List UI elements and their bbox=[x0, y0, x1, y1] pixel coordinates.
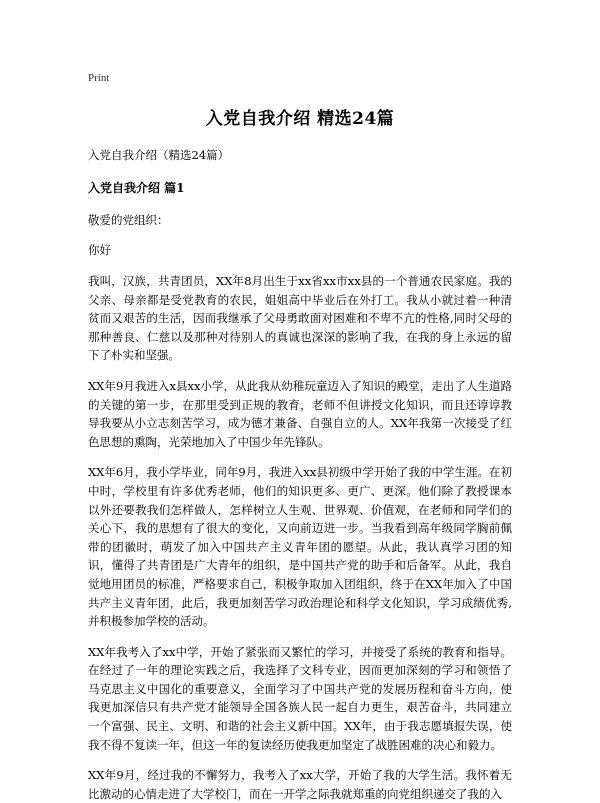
paragraph-3: XX年6月，我小学毕业，同年9月，我进入xx县初级中学开始了我的中学生涯。在初中时，学校里有许多优秀老师，他们的知识更多、更广、更深。他们除了教授课本以外还要教我们怎样做人，怎样树立人生观、世界观、价值观，在老师和同学们的关心下，我的思想有了很大的变化，又向前迈进一步。当我看到高年级同学胸前佩带的团徽时，萌发了加入中国共产主义青年团的愿望。从此，我认真学习团的知识，懂得了共青团是广大青年的组织，是中国共产党的助手和后备军。从此，我自觉地用团员的标准，严格要求自己，积极争取加入团组织，终于在XX年加入了中国共产主义青年团，此后，我更加刻苦学习政治理论和科学文化知识，学习成绩优秀,并积极参加学校的活动。 bbox=[88, 465, 512, 629]
paragraph-5: XX年9月，经过我的不懈努力，我考入了xx大学，开始了我的大学生活。我怀着无比激动的心情走进了大学校门，而在一开学之际我就郑重的向党组织递交了我的入 bbox=[88, 768, 512, 801]
greeting: 你好 bbox=[88, 243, 111, 257]
paragraph-4: XX年我考入了xx中学，开始了紧张而又繁忙的学习，并接受了系统的教育和指导。在经过了一年的理论实践之后，我选择了文科专业，因而更加深刻的学习和领悟了马克思主义中国化的重要意义，全面学习了中国共产党的发展历程和奋斗方向，使我更加深信只有共产党才能领导全国各族人民一起自力更生，艰苦奋斗，共同建立一个富强、民主、文明、和谐的社会主义新中国。XX年，由于我志愿填报失误，使我不得不复读一年，但这一年的复读经历使我更加坚定了战胜困难的决心和毅力。 bbox=[88, 644, 512, 752]
print-label: Print bbox=[88, 72, 110, 84]
section-heading: 入党自我介绍 篇1 bbox=[88, 181, 185, 195]
document-subtitle: 入党自我介绍（精选24篇） bbox=[88, 148, 230, 162]
paragraph-1: 我叫，汉族，共青团员，XX年8月出生于xx省xx市xx县的一个普通农民家庭。我的父亲、母亲都是受党教育的农民，姐姐高中毕业后在外打工。我从小就过着一种清贫而又艰苦的生活，因而我继承了父母勇敢面对困难和不卑不亢的性格,同时父母的那种善良、仁慈以及那种对待别人的真诚也深深的影响了我，在我的身上永远的留下了朴实和坚强。 bbox=[88, 274, 512, 363]
paragraph-2: XX年9月我进入x县xx小学，从此我从幼稚玩童迈入了知识的殿堂，走出了人生道路的关键的第一步，在那里受到正规的教育，老师不但讲授文化知识，而且还谆谆教导我要从小立志刻苦学习，成为德才兼备、自强自立的人。XX年我第一次接受了红色思想的熏陶，光荣地加入了中国少年先锋队。 bbox=[88, 378, 512, 449]
page-title: 入党自我介绍 精选24篇 bbox=[205, 109, 395, 129]
salutation: 敬爱的党组织： bbox=[88, 213, 169, 227]
